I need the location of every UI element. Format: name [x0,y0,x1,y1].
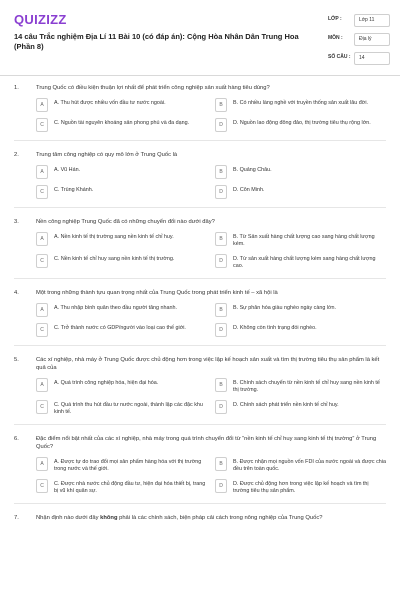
meta-row-count [328,52,390,65]
question-1 [0,84,400,132]
question-text [36,514,386,522]
question-header [14,151,386,159]
subject-label: MÔN : [328,35,343,41]
question-text-emphasis: không [100,515,118,521]
option-c[interactable] [36,118,207,132]
question-number: 2. [14,152,19,158]
option-text: A. Được tự do trao đổi mọi sản phẩm hàng hóa với thị trường trong nước và thế giới. [54,459,202,472]
option-letter-box[interactable]: D [215,254,227,268]
option-text: B. Sự phân hóa giàu nghèo ngày càng lớn. [233,305,337,311]
option-c[interactable] [36,254,207,270]
question-2 [0,151,400,199]
option-letter-box[interactable]: C [36,118,48,132]
question-7 [0,514,400,522]
question-number: 1. [14,85,19,91]
option-text: A. Vũ Hán. [54,167,81,173]
option-b[interactable] [215,303,386,317]
divider [14,345,386,346]
option-text: C. Trở thành nước có GDP/người vào loại cao thế giới. [54,325,186,331]
option-text: C. Được nhà nước chủ động đầu tư, hiện đại hóa thiết bị, trang bị vũ khí quân sự. [54,481,206,494]
options-grid [36,303,386,337]
option-c[interactable] [36,479,207,495]
option-b[interactable] [215,165,386,179]
option-text: B. Từ Sản xuất hàng chất lượng cao sang hàng chất lượng kém. [233,234,375,247]
option-letter-box[interactable]: A [36,98,48,112]
subject-value: Địa lý [354,33,390,46]
question-header [14,435,386,451]
option-b[interactable] [215,232,386,248]
option-d[interactable] [215,254,386,270]
divider [14,424,386,425]
divider [14,140,386,141]
option-letter-box[interactable]: B [215,232,227,246]
divider [14,503,386,504]
option-text: C. Nguồn tài nguyên khoáng sản phong phú và đa dạng. [54,120,190,126]
option-text: B. Chính sách chuyển từ nền kinh tế chỉ huy sang nền kinh tế thị trường. [233,380,380,393]
option-letter-box[interactable]: C [36,185,48,199]
option-letter-box[interactable]: B [215,457,227,471]
option-d[interactable] [215,323,386,337]
question-number: 7. [14,515,19,521]
question-number: 4. [14,290,19,296]
option-text: A. Thu nhập bình quân theo đầu người tăng nhanh. [54,305,178,311]
question-header [14,514,386,522]
divider [14,207,386,208]
option-a[interactable] [36,165,207,179]
option-letter-box[interactable]: A [36,303,48,317]
option-letter-box[interactable]: B [215,378,227,392]
header [0,0,400,76]
question-text: Nền công nghiệp Trung Quốc đã có những chuyển đổi nào dưới đây? [36,219,215,225]
question-text: Các xí nghiệp, nhà máy ở Trung Quốc được chủ động hơn trong việc lập kế hoạch sản xuất và tìm thị trường tiêu thụ sản phẩm là kết quả của [36,357,380,371]
option-a[interactable] [36,378,207,394]
option-letter-box[interactable]: C [36,254,48,268]
option-text: B. Có nhiều làng nghề với truyền thống sản xuất lâu đời. [233,100,369,106]
option-text: D. Từ sản xuất hàng chất lượng kém sang hàng chất lượng cao. [233,256,376,269]
option-d[interactable] [215,118,386,132]
class-label: LỚP : [328,16,342,22]
question-header [14,289,386,297]
question-text: Đặc điểm nổi bật nhất của các xí nghiệp, nhà máy trong quá trình chuyển đổi từ “nền kinh tế chỉ huy sang kinh tế thị trường” ở Trung Quốc? [36,436,377,450]
question-number: 5. [14,357,19,363]
question-6 [0,435,400,495]
option-d[interactable] [215,400,386,416]
option-c[interactable] [36,185,207,199]
option-b[interactable] [215,98,386,112]
option-letter-box[interactable]: D [215,185,227,199]
option-a[interactable] [36,98,207,112]
question-3 [0,218,400,270]
option-letter-box[interactable]: D [215,400,227,414]
question-header [14,84,386,92]
question-list [0,84,400,528]
quizizz-logo[interactable]: QUIZIZZ [14,12,67,27]
option-letter-box[interactable]: A [36,378,48,392]
option-text: D. Chính sách phát triển nền kinh tế chỉ huy. [233,402,339,408]
question-4 [0,289,400,337]
option-letter-box[interactable]: D [215,323,227,337]
option-c[interactable] [36,323,207,337]
option-text: A. Quá trình công nghiệp hóa, hiện đại hóa. [54,380,159,386]
option-text: A. Nền kinh tế thị trường sang nền kinh tế chỉ huy. [54,234,174,240]
options-grid [36,457,386,495]
option-text: C. Nền kinh tế chỉ huy sang nền kinh tế thị trường. [54,256,175,262]
option-letter-box[interactable]: A [36,232,48,246]
question-text-after: phải là các chính sách, biện pháp cải cách trong nông nghiệp của Trung Quốc? [117,515,323,521]
option-text: C. Trùng Khánh. [54,187,94,193]
option-a[interactable] [36,457,207,473]
option-letter-box[interactable]: D [215,479,227,493]
option-d[interactable] [215,185,386,199]
option-text: D. Được chủ động hơn trong việc lập kế hoạch và tìm thị trường tiêu thụ sản phẩm. [233,481,369,494]
question-header [14,218,386,226]
option-letter-box[interactable]: C [36,400,48,414]
option-text: D. Không còn tình trạng đói nghèo. [233,325,317,331]
option-letter-box[interactable]: C [36,323,48,337]
question-text: Một trong những thành tựu quan trọng nhất của Trung Quốc trong phát triển kinh tế – xã hội là [36,290,278,296]
option-a[interactable] [36,303,207,317]
question-text-before: Nhận định nào dưới đây [36,515,101,521]
option-b[interactable] [215,457,386,473]
option-letter-box[interactable]: B [215,303,227,317]
option-text: A. Thu hút được nhiều vốn đầu tư nước ngoài. [54,100,166,106]
option-letter-box[interactable]: A [36,457,48,471]
class-value: Lớp 11 [354,14,390,27]
options-grid [36,232,386,270]
option-b[interactable] [215,378,386,394]
option-d[interactable] [215,479,386,495]
option-c[interactable] [36,400,207,416]
option-text: C. Quá trình thu hút đầu tư nước ngoài, thành lập các đặc khu kinh tế. [54,402,203,415]
options-grid [36,165,386,199]
options-grid [36,98,386,132]
question-5 [0,356,400,416]
question-header [14,356,386,372]
question-count-value: 14 [354,52,390,65]
option-letter-box[interactable]: A [36,165,48,179]
question-number: 3. [14,219,19,225]
question-text: Trung Quốc có điều kiện thuận lợi nhất để phát triển công nghiệp sản xuất hàng tiêu dùng? [36,85,270,91]
meta-panel [328,14,390,71]
meta-row-subject [328,33,390,46]
option-text: B. Được nhận mọi nguồn vốn FDI của nước ngoài và được chia đều trên toàn quốc. [233,459,386,472]
option-letter-box[interactable]: D [215,118,227,132]
option-letter-box[interactable]: B [215,165,227,179]
option-text: D. Côn Minh. [233,187,265,193]
option-text: B. Quảng Châu. [233,167,272,173]
question-text: Trung tâm công nghiệp có quy mô lớn ở Trung Quốc là [36,152,178,158]
question-count-label: SỐ CÂU : [328,54,351,60]
option-a[interactable] [36,232,207,248]
option-letter-box[interactable]: C [36,479,48,493]
divider [14,278,386,279]
page-title: 14 câu Trắc nghiệm Địa Lí 11 Bài 10 (có đáp án): Cộng Hòa Nhân Dân Trung Hoa (Phần 8) [14,32,299,51]
question-number: 6. [14,436,19,442]
option-letter-box[interactable]: B [215,98,227,112]
options-grid [36,378,386,416]
meta-row-class [328,14,390,27]
option-text: D. Nguồn lao động đông đảo, thị trường tiêu thụ rộng lớn. [233,120,371,126]
